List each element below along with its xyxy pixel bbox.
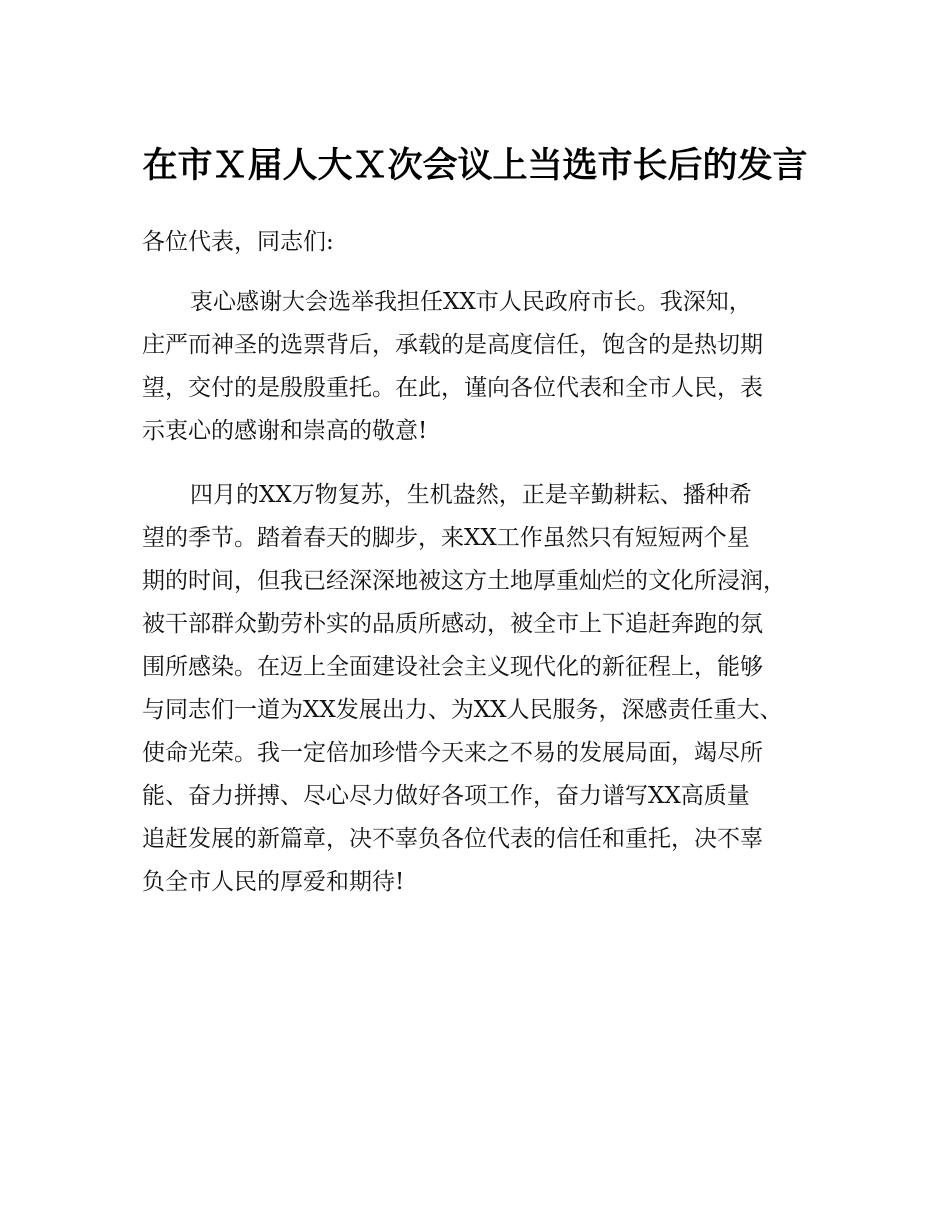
paragraph-line: 望的季节。踏着春天的脚步，来XX工作虽然只有短短两个星	[142, 525, 750, 551]
paragraph-line: 庄严而神圣的选票背后，承载的是高度信任，饱含的是热切期	[142, 332, 763, 358]
paragraph-line: 期的时间，但我已经深深地被这方土地厚重灿烂的文化所浸润，	[142, 568, 786, 594]
paragraph-1	[142, 281, 822, 453]
paragraph-line: 能、奋力拼搏、尽心尽力做好各项工作，奋力谱写XX高质量	[142, 783, 750, 809]
document-title: 在市Ｘ届人大Ｘ次会议上当选市长后的发言	[142, 145, 808, 186]
paragraph-line: 追赶发展的新篇章，决不辜负各位代表的信任和重托，决不辜	[142, 826, 763, 852]
paragraph-line: 负全市人民的厚爱和期待!	[142, 869, 405, 895]
paragraph-line: 望，交付的是殷殷重托。在此，谨向各位代表和全市人民，表	[142, 375, 763, 401]
paragraph-line: 使命光荣。我一定倍加珍惜今天来之不易的发展局面，竭尽所	[142, 740, 763, 766]
paragraph-line: 被干部群众勤劳朴实的品质所感动，被全市上下追赶奔跑的氛	[142, 611, 763, 637]
paragraph-line: 围所感染。在迈上全面建设社会主义现代化的新征程上，能够	[142, 654, 763, 680]
paragraph-line: 与同志们一道为XX发展出力、为XX人民服务，深感责任重大、	[142, 697, 783, 723]
paragraph-2	[142, 474, 822, 904]
paragraph-line: 四月的XX万物复苏，生机盎然，正是辛勤耕耘、播种希	[190, 482, 752, 508]
paragraph-line: 衷心感谢大会选举我担任XX市人民政府市长。我深知，	[190, 289, 752, 315]
paragraph-line: 示衷心的感谢和崇高的敬意!	[142, 418, 428, 444]
salutation: 各位代表，同志们:	[142, 229, 334, 255]
